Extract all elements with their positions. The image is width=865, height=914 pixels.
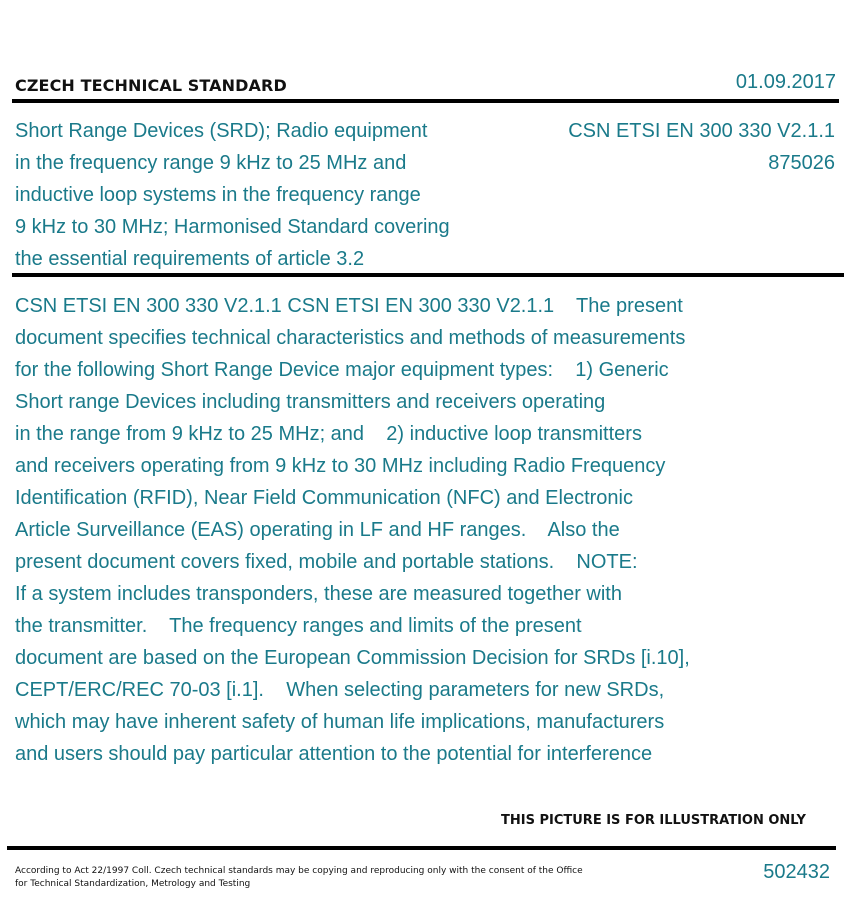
abstract-line: the transmitter. The frequency ranges and limits of the present: [15, 615, 582, 637]
catalog-number: 875026: [768, 152, 835, 174]
abstract-line: and users should pay particular attention to the potential for interference: [15, 743, 653, 765]
abstract-line: CSN ETSI EN 300 330 V2.1.1 CSN ETSI EN 300 330 V2.1.1 The present: [15, 295, 683, 317]
standard-identifiers: [568, 115, 835, 179]
abstract-line: document are based on the European Commission Decision for SRDs [i.10],: [15, 647, 690, 669]
document-number: 502432: [763, 861, 830, 883]
middle-divider: [12, 273, 844, 277]
document-type-label: CZECH TECHNICAL STANDARD: [15, 76, 287, 95]
standard-code: CSN ETSI EN 300 330 V2.1.1: [568, 120, 835, 142]
abstract-line: Identification (RFID), Near Field Communication (NFC) and Electronic: [15, 487, 633, 509]
publication-date: 01.09.2017: [735, 71, 836, 93]
abstract-line: Article Surveillance (EAS) operating in LF and HF ranges. Also the: [15, 519, 620, 541]
abstract-line: document specifies technical characteristics and methods of measurements: [15, 327, 686, 349]
abstract-line: which may have inherent safety of human life implications, manufacturers: [15, 711, 665, 733]
bottom-divider: [7, 846, 836, 850]
title-line: inductive loop systems in the frequency range: [15, 184, 421, 206]
abstract-line: If a system includes transponders, these are measured together with: [15, 583, 622, 605]
top-divider: [12, 99, 839, 103]
abstract-text: [15, 290, 845, 770]
illustration-notice: THIS PICTURE IS FOR ILLUSTRATION ONLY: [501, 813, 806, 828]
legal-notice: [15, 865, 583, 891]
legal-line: for Technical Standardization, Metrology and Testing: [15, 879, 251, 889]
abstract-line: for the following Short Range Device major equipment types: 1) Generic: [15, 359, 669, 381]
legal-line: According to Act 22/1997 Coll. Czech technical standards may be copying and reproducing only with the consent of the Office: [15, 866, 583, 876]
abstract-line: CEPT/ERC/REC 70-03 [i.1]. When selecting parameters for new SRDs,: [15, 679, 665, 701]
title-line: Short Range Devices (SRD); Radio equipment: [15, 120, 428, 142]
abstract-line: Short range Devices including transmitters and receivers operating: [15, 391, 606, 413]
title-line: 9 kHz to 30 MHz; Harmonised Standard covering: [15, 216, 450, 238]
abstract-line: present document covers fixed, mobile and portable stations. NOTE:: [15, 551, 638, 573]
abstract-line: and receivers operating from 9 kHz to 30 MHz including Radio Frequency: [15, 455, 666, 477]
standard-title: [15, 115, 535, 275]
title-line: the essential requirements of article 3.2: [15, 248, 365, 270]
abstract-line: in the range from 9 kHz to 25 MHz; and 2) inductive loop transmitters: [15, 423, 642, 445]
title-line: in the frequency range 9 kHz to 25 MHz and: [15, 152, 407, 174]
